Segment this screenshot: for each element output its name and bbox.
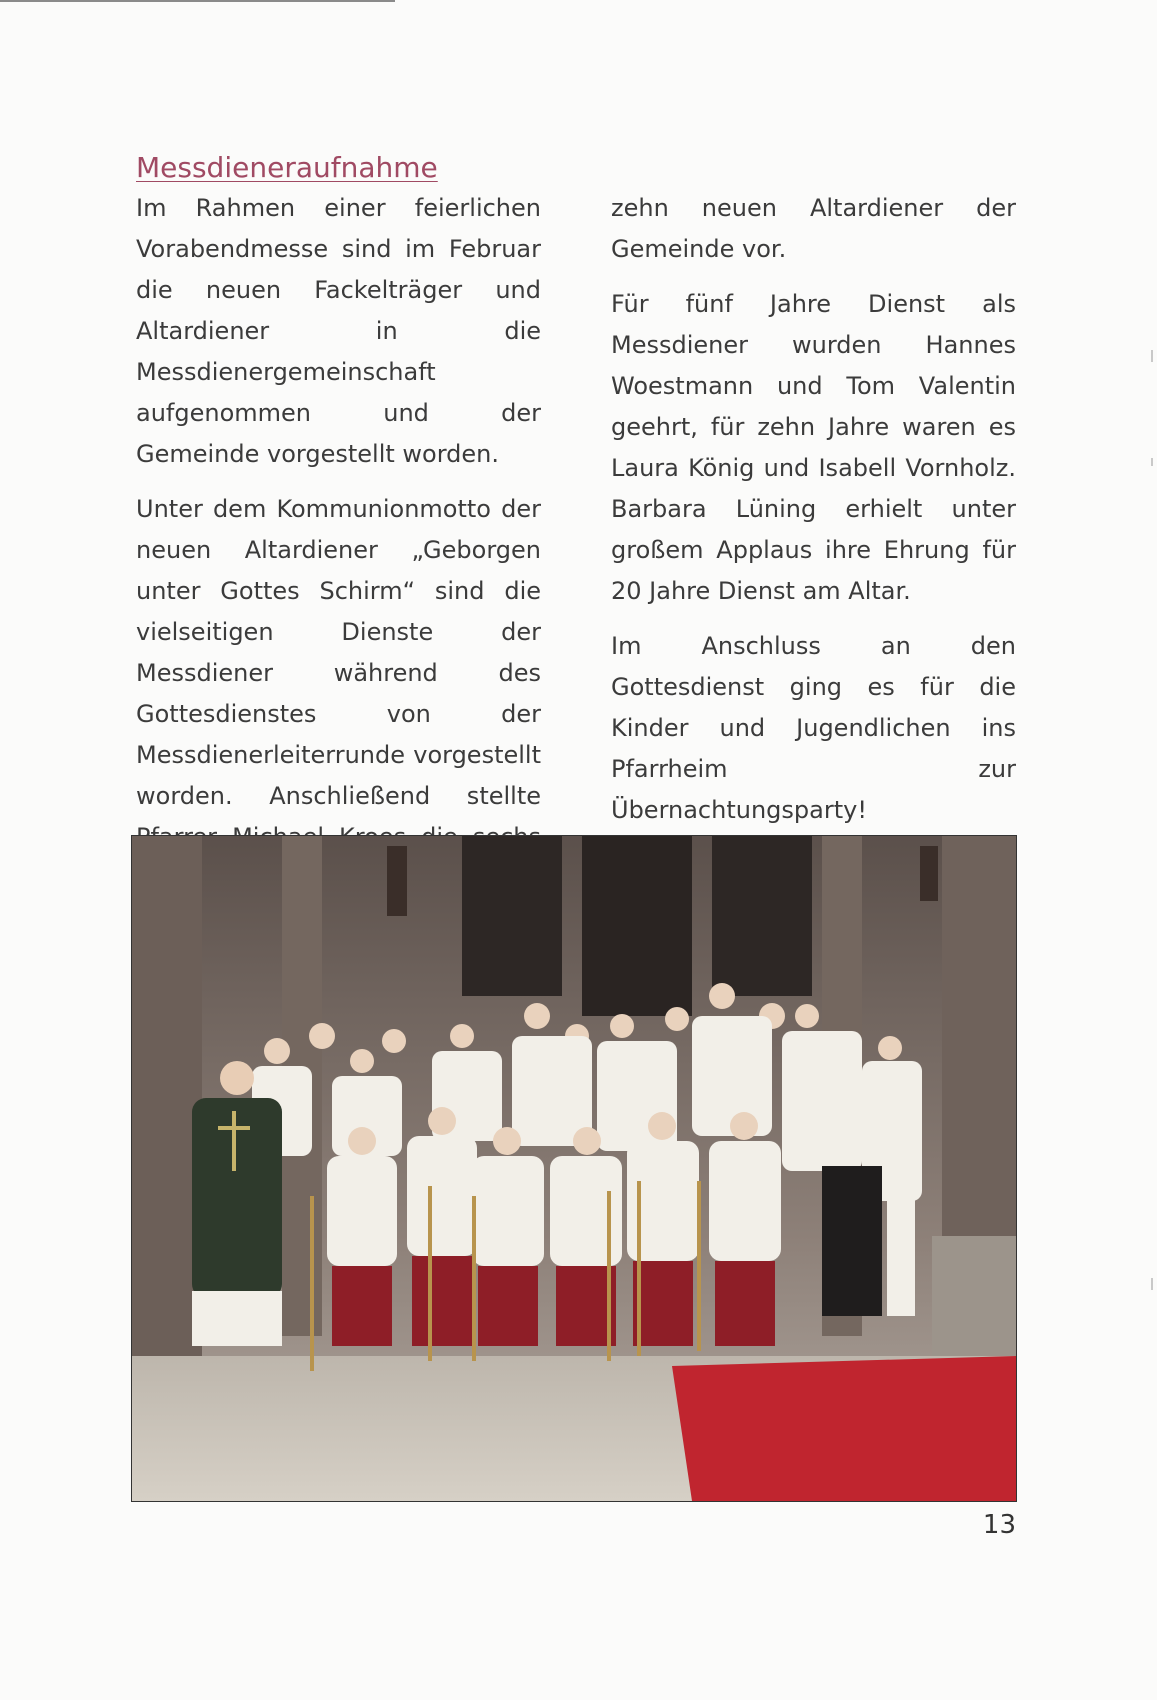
scan-mark bbox=[1151, 1278, 1153, 1290]
left-paragraph-2: Unter dem Kommunionmotto der neuen Altardiener „Geborgen unter Gottes Schirm“ sind die vielseitigen Dienste der Messdiener während des Gottesdienstes von der Messdienerleiterrunde vorgestellt worden. Anschließend stellte bbox=[136, 495, 541, 810]
top-rule bbox=[0, 0, 395, 2]
right-paragraph-2: Für fünf Jahre Dienst als Messdiener wurden Hannes Woestmann und Tom Valentin geehrt, für zehn Jahre waren es Laura König und Isabell Vornholz. Barbara Lüning erhielt unter großem Applaus ihre Ehrung für 20 Jahre Dienst am Altar. bbox=[611, 290, 1016, 605]
right-column bbox=[611, 188, 1016, 845]
scan-mark bbox=[1151, 458, 1153, 466]
group-photo-icon bbox=[132, 836, 1016, 1501]
right-paragraph-3: Im Anschluss an den Gottesdienst ging es für die Kinder und Jugendlichen ins Pfarrheim zur Übernachtungsparty! bbox=[611, 632, 1016, 824]
left-paragraph-1: Im Rahmen einer feierlichen Vorabendmesse sind im Februar die neuen Fackelträger und Altardiener in die Messdienergemeinschaft aufgenommen und der Gemeinde vorgestellt worden. bbox=[136, 194, 541, 468]
article-title: Messdieneraufnahme bbox=[136, 151, 438, 184]
left-column bbox=[136, 188, 541, 913]
group-photo bbox=[131, 835, 1017, 1502]
scan-mark bbox=[1151, 350, 1153, 362]
right-paragraph-1: zehn neuen Altardiener der Gemeinde vor. bbox=[611, 194, 1016, 263]
page-number: 13 bbox=[982, 1510, 1016, 1540]
